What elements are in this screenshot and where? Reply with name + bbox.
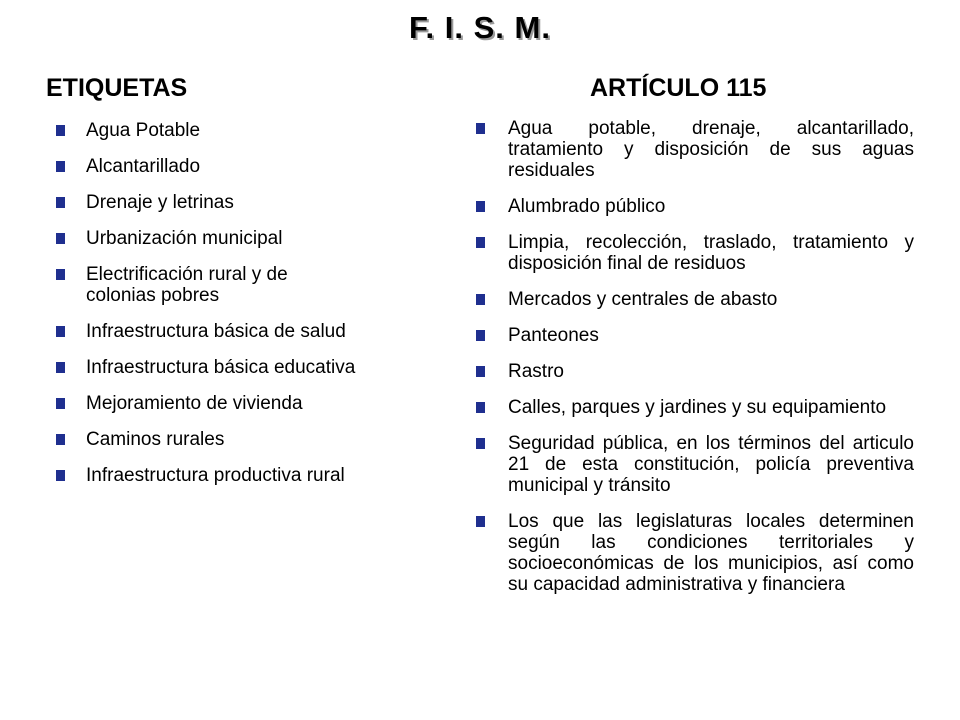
- square-bullet-icon: [476, 237, 485, 248]
- square-bullet-icon: [56, 326, 65, 337]
- etiquetas-list: [56, 120, 356, 501]
- square-bullet-icon: [56, 470, 65, 481]
- square-bullet-icon: [56, 197, 65, 208]
- list-item: Mejoramiento de vivienda: [56, 393, 356, 414]
- list-item: Caminos rurales: [56, 429, 356, 450]
- list-item: Alcantarillado: [56, 156, 356, 177]
- list-item: Infraestructura básica educativa: [56, 357, 356, 378]
- list-item: Drenaje y letrinas: [56, 192, 356, 213]
- list-item: Infraestructura básica de salud: [56, 321, 356, 342]
- square-bullet-icon: [56, 269, 65, 280]
- list-item: Urbanización municipal: [56, 228, 356, 249]
- list-item: Panteones: [476, 325, 914, 346]
- square-bullet-icon: [476, 201, 485, 212]
- square-bullet-icon: [476, 123, 485, 134]
- list-item: Agua Potable: [56, 120, 356, 141]
- square-bullet-icon: [56, 434, 65, 445]
- square-bullet-icon: [476, 438, 485, 449]
- square-bullet-icon: [476, 294, 485, 305]
- list-item: Calles, parques y jardines y su equipamiento: [476, 397, 914, 418]
- articulo-heading: ARTÍCULO 115: [590, 74, 767, 102]
- list-item: Electrificación rural y de colonias pobres: [56, 264, 356, 306]
- list-item: Seguridad pública, en los términos del articulo 21 de esta constitución, policía preventiva municipal y tránsito: [476, 433, 914, 496]
- articulo-list: [476, 118, 914, 610]
- square-bullet-icon: [476, 366, 485, 377]
- list-item: Infraestructura productiva rural: [56, 465, 356, 486]
- square-bullet-icon: [56, 233, 65, 244]
- square-bullet-icon: [56, 125, 65, 136]
- square-bullet-icon: [56, 398, 65, 409]
- page-title: F. I. S. M.: [409, 10, 551, 45]
- list-item: Agua potable, drenaje, alcantarillado, tratamiento y disposición de sus aguas residuales: [476, 118, 914, 181]
- square-bullet-icon: [56, 362, 65, 373]
- list-item: Limpia, recolección, traslado, tratamiento y disposición final de residuos: [476, 232, 914, 274]
- square-bullet-icon: [476, 516, 485, 527]
- square-bullet-icon: [476, 402, 485, 413]
- list-item: Rastro: [476, 361, 914, 382]
- square-bullet-icon: [56, 161, 65, 172]
- list-item: Alumbrado público: [476, 196, 914, 217]
- etiquetas-heading: ETIQUETAS: [46, 74, 188, 102]
- square-bullet-icon: [476, 330, 485, 341]
- list-item: Mercados y centrales de abasto: [476, 289, 914, 310]
- list-item: Los que las legislaturas locales determinen según las condiciones territoriales y socioeconómicas de los municipios, así como su capacidad administrativa y financiera: [476, 511, 914, 595]
